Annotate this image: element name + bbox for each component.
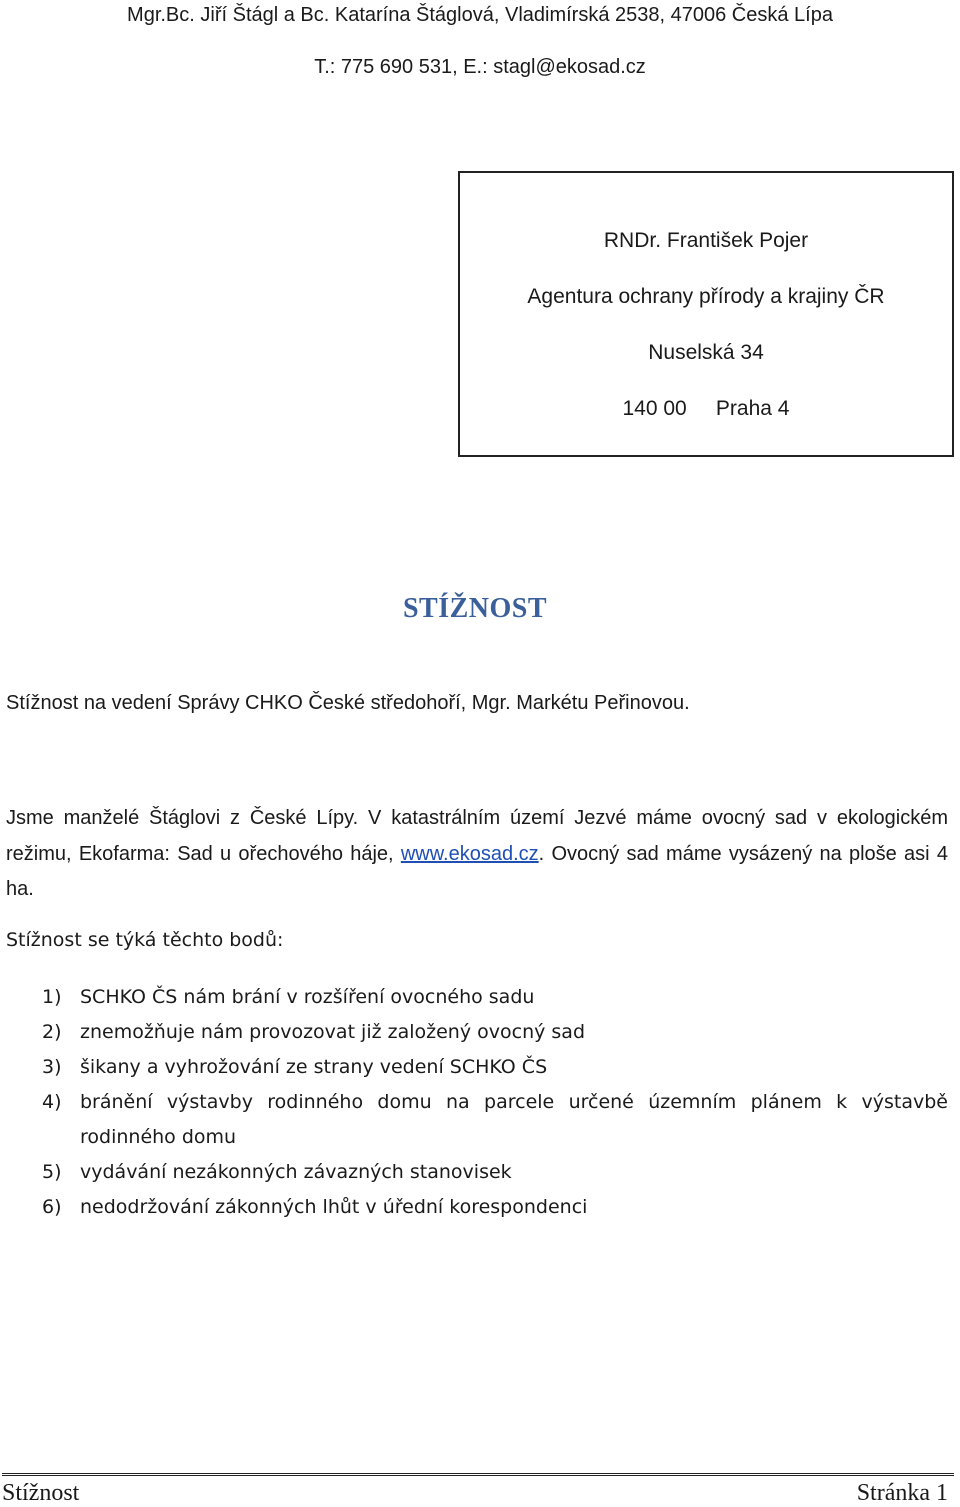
points-intro: Stížnost se týká těchto bodů: bbox=[6, 929, 284, 951]
complaint-points-list bbox=[42, 980, 948, 1225]
footer-page-number: Stránka 1 bbox=[856, 1480, 948, 1506]
list-item-text: znemožňuje nám provozovat již založený ovocný sad bbox=[80, 1021, 586, 1043]
list-item bbox=[42, 980, 948, 1015]
recipient-address-box bbox=[458, 171, 954, 457]
list-item-number: 3) bbox=[42, 1056, 62, 1078]
recipient-name: RNDr. František Pojer bbox=[603, 229, 809, 252]
list-item-number: 2) bbox=[42, 1021, 62, 1043]
website-link[interactable]: www.ekosad.cz bbox=[400, 842, 539, 865]
document-title: STÍŽNOST bbox=[402, 593, 548, 624]
list-item-text: bránění výstavby rodinného domu na parcele určené územním plánem k výstavbě rodinného domu bbox=[80, 1091, 948, 1148]
recipient-postcode: 140 00 bbox=[622, 397, 687, 420]
footer-divider bbox=[2, 1473, 954, 1476]
intro-text-before-link: Jsme manželé Štáglovi z České Lípy. V katastrálním území Jezvé máme ovocný sad v ekologickém režimu, Ekofarma: Sad u ořechového háje, bbox=[6, 807, 948, 865]
list-item-text: nedodržování zákonných lhůt v úřední korespondenci bbox=[80, 1196, 588, 1218]
intro-paragraph bbox=[6, 801, 948, 908]
recipient-city-line bbox=[460, 397, 952, 421]
list-item bbox=[42, 1050, 948, 1085]
complaint-subject: Stížnost na vedení Správy CHKO České středohoří, Mgr. Markétu Peřinovou. bbox=[6, 692, 690, 714]
list-item bbox=[42, 1015, 948, 1050]
sender-address-line: Mgr.Bc. Jiří Štágl a Bc. Katarína Štáglová, Vladimírská 2538, 47006 Česká Lípa bbox=[127, 4, 833, 26]
list-item-text: SCHKO ČS nám brání v rozšíření ovocného sadu bbox=[80, 986, 535, 1008]
list-item bbox=[42, 1085, 948, 1155]
list-item-text: vydávání nezákonných závazných stanovisek bbox=[80, 1161, 512, 1183]
list-item bbox=[42, 1190, 948, 1225]
list-item-number: 5) bbox=[42, 1161, 62, 1183]
list-item-text: šikany a vyhrožování ze strany vedení SCHKO ČS bbox=[80, 1056, 548, 1078]
recipient-street: Nuselská 34 bbox=[648, 341, 764, 364]
list-item-number: 6) bbox=[42, 1196, 62, 1218]
list-item-number: 4) bbox=[42, 1091, 62, 1113]
list-item bbox=[42, 1155, 948, 1190]
list-item-number: 1) bbox=[42, 986, 62, 1008]
recipient-organization: Agentura ochrany přírody a krajiny ČR bbox=[527, 285, 885, 308]
footer-document-name: Stížnost bbox=[2, 1480, 80, 1506]
recipient-city: Praha 4 bbox=[715, 397, 790, 420]
sender-contact-line: T.: 775 690 531, E.: stagl@ekosad.cz bbox=[314, 56, 646, 78]
intro-text-after-link: . Ovocný sad máme vysázený na ploše asi 4 ha. bbox=[6, 842, 948, 900]
